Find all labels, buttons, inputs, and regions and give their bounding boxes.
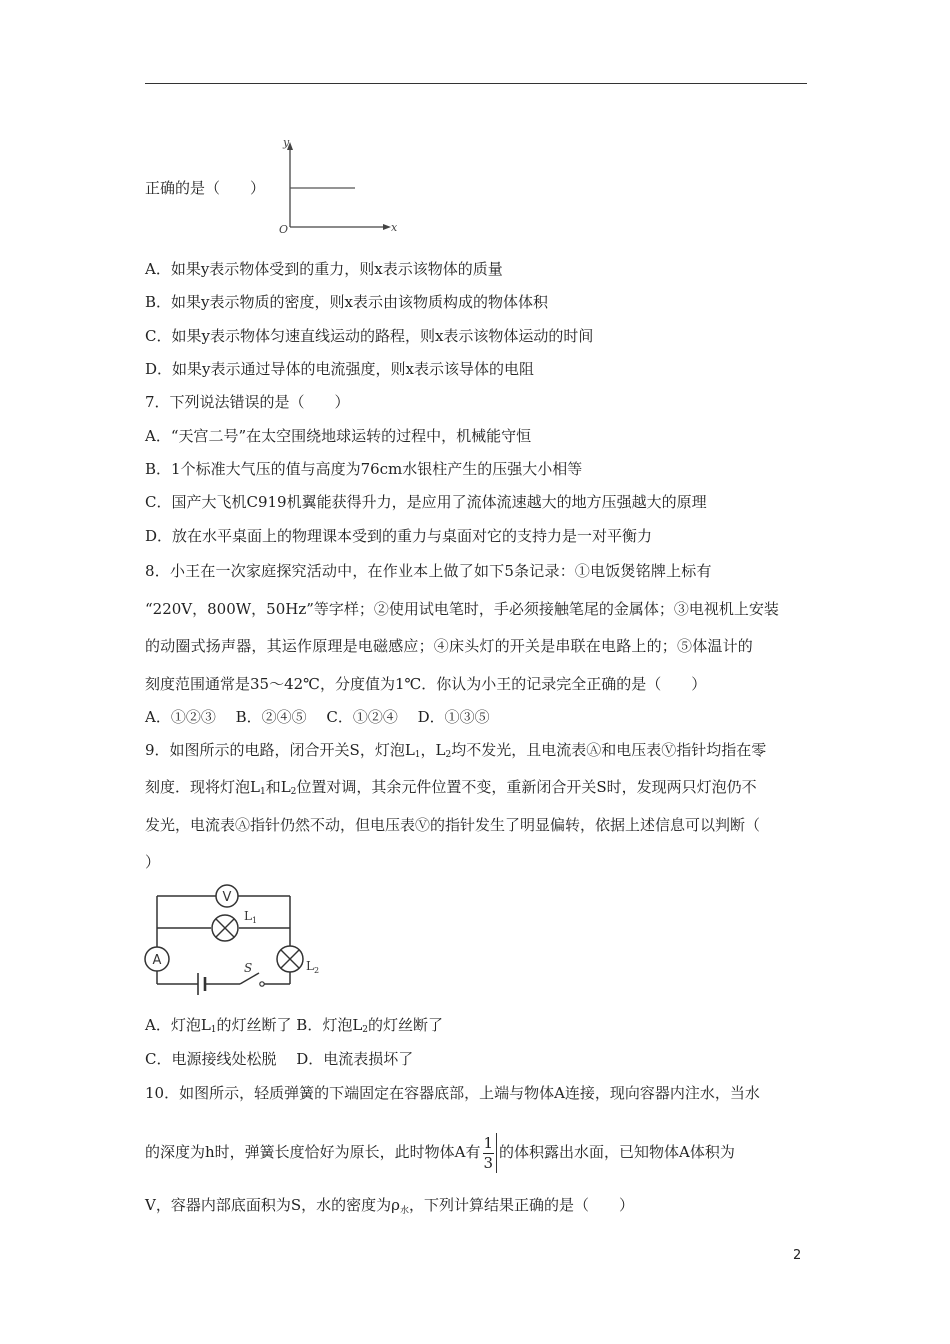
q9-line-1-text-b: ，L	[420, 741, 446, 759]
lamp-l1-letter: L	[244, 909, 252, 923]
q9-circuit-diagram	[140, 876, 330, 1000]
q6-option-b: B．如果y表示物质的密度，则x表示由该物质构成的物体体积	[145, 293, 548, 311]
q9-line-1-text-c: 均不发光，且电流表Ⓐ和电压表Ⓥ指针均指在零	[451, 741, 767, 759]
q9-line-2	[145, 777, 757, 802]
voltmeter-label: V	[222, 890, 232, 905]
q9-line-2-text-b: 和L	[265, 778, 291, 796]
lamp-l1-label	[244, 909, 257, 925]
q9-opt-b-text: 的灯丝断了 B．灯泡L	[216, 1016, 363, 1034]
q10-fraction	[483, 1133, 495, 1172]
q9-opt-a-text: A．灯泡L	[145, 1016, 211, 1034]
lamp-l2-subscript: 2	[313, 966, 320, 975]
graph-y-label: y	[283, 136, 290, 149]
ammeter-label: A	[152, 953, 162, 968]
q9-options-ab	[145, 1015, 443, 1040]
q9-line-1-sub-2: 2	[445, 750, 452, 760]
q10-line-3-after: ，下列计算结果正确的是（ ）	[408, 1196, 634, 1214]
q10-line-2-before: 的深度为h时，弹簧长度恰好为原长，此时物体A有	[145, 1143, 481, 1161]
q10-line-3-sub: 水	[399, 1206, 409, 1216]
q9-line-1-sub-1: 1	[414, 750, 421, 760]
graph-x-label: x	[391, 221, 398, 234]
q8-line-2: “220V，800W，50Hz”等字样；②使用试电笔时，手必须接触笔尾的金属体；③电视机上安装	[145, 600, 779, 618]
lamp-l2-label	[306, 959, 319, 975]
q10-line-1: 10．如图所示，轻质弹簧的下端固定在容器底部，上端与物体A连接，现向容器内注水，当水	[145, 1084, 760, 1102]
q8-line-3: 的动圈式扬声器，其运作原理是电磁感应；④床头灯的开关是串联在电路上的；⑤体温计的	[145, 637, 754, 655]
q6-option-c: C．如果y表示物体匀速直线运动的路程，则x表示该物体运动的时间	[145, 327, 594, 345]
q9-line-2-text-a: 刻度．现将灯泡L	[145, 778, 260, 796]
q8-line-1: 8．小王在一次家庭探究活动中，在作业本上做了如下5条记录：①电饭煲铭牌上标有	[145, 562, 712, 580]
q7-option-d: D．放在水平桌面上的物理课本受到的重力与桌面对它的支持力是一对平衡力	[145, 527, 653, 545]
q6-option-d: D．如果y表示通过导体的电流强度，则x表示该导体的电阻	[145, 360, 534, 378]
page-number: 2	[793, 1248, 802, 1263]
q9-line-2-sub-2: 2	[290, 787, 297, 797]
fraction-numerator: 1	[483, 1133, 494, 1152]
graph-origin-label: O	[279, 223, 289, 236]
q10-line-3-before: V，容器内部底面积为S，水的密度为ρ	[145, 1196, 400, 1214]
switch-label: S	[244, 961, 253, 975]
header-rule	[145, 83, 807, 84]
q9-opt-b-tail: 的灯丝断了	[368, 1016, 444, 1034]
q6-graph	[262, 130, 402, 240]
q7-stem: 7．下列说法错误的是（ ）	[145, 393, 350, 411]
q6-stem: 正确的是（ ）	[145, 179, 266, 197]
q9-options-cd: C．电源接线处松脱 D．电流表损坏了	[145, 1050, 414, 1068]
q9-line-2-sub-1: 1	[259, 787, 266, 797]
q9-opt-b-sub: 2	[362, 1025, 369, 1035]
q9-line-2-text-c: 位置对调，其余元件位置不变，重新闭合开关S时，发现两只灯泡仍不	[296, 778, 757, 796]
q7-option-c: C．国产大飞机C919机翼能获得升力，是应用了流体流速越大的地方压强越大的原理	[145, 493, 707, 511]
q9-opt-a-sub: 1	[210, 1025, 217, 1035]
q9-line-4: ）	[145, 853, 161, 871]
q8-options: A．①②③ B．②④⑤ C．①②④ D．①③⑤	[145, 708, 490, 726]
q7-option-b: B．1个标准大气压的值与高度为76cm水银柱产生的压强大小相等	[145, 460, 583, 478]
q10-line-2	[145, 1133, 735, 1173]
q10-line-2-after: 的体积露出水面，已知物体A体积为	[499, 1143, 735, 1161]
fraction-bar	[496, 1133, 497, 1173]
q9-line-3: 发光，电流表Ⓐ指针仍然不动，但电压表Ⓥ的指针发生了明显偏转，依据上述信息可以判断（	[145, 816, 761, 834]
q8-line-4: 刻度范围通常是35～42℃，分度值为1℃．你认为小王的记录完全正确的是（ ）	[145, 675, 707, 693]
lamp-l1-subscript: 1	[251, 916, 258, 925]
lamp-l2-letter: L	[306, 959, 314, 973]
q6-option-a: A．如果y表示物体受到的重力，则x表示该物体的质量	[145, 260, 503, 278]
q10-line-3	[145, 1195, 634, 1221]
q7-option-a: A．“天宫二号”在太空围绕地球运转的过程中，机械能守恒	[145, 427, 532, 445]
fraction-denominator: 3	[483, 1153, 494, 1172]
q9-line-1-text-a: 9．如图所示的电路，闭合开关S，灯泡L	[145, 741, 415, 759]
q9-line-1	[145, 740, 766, 765]
